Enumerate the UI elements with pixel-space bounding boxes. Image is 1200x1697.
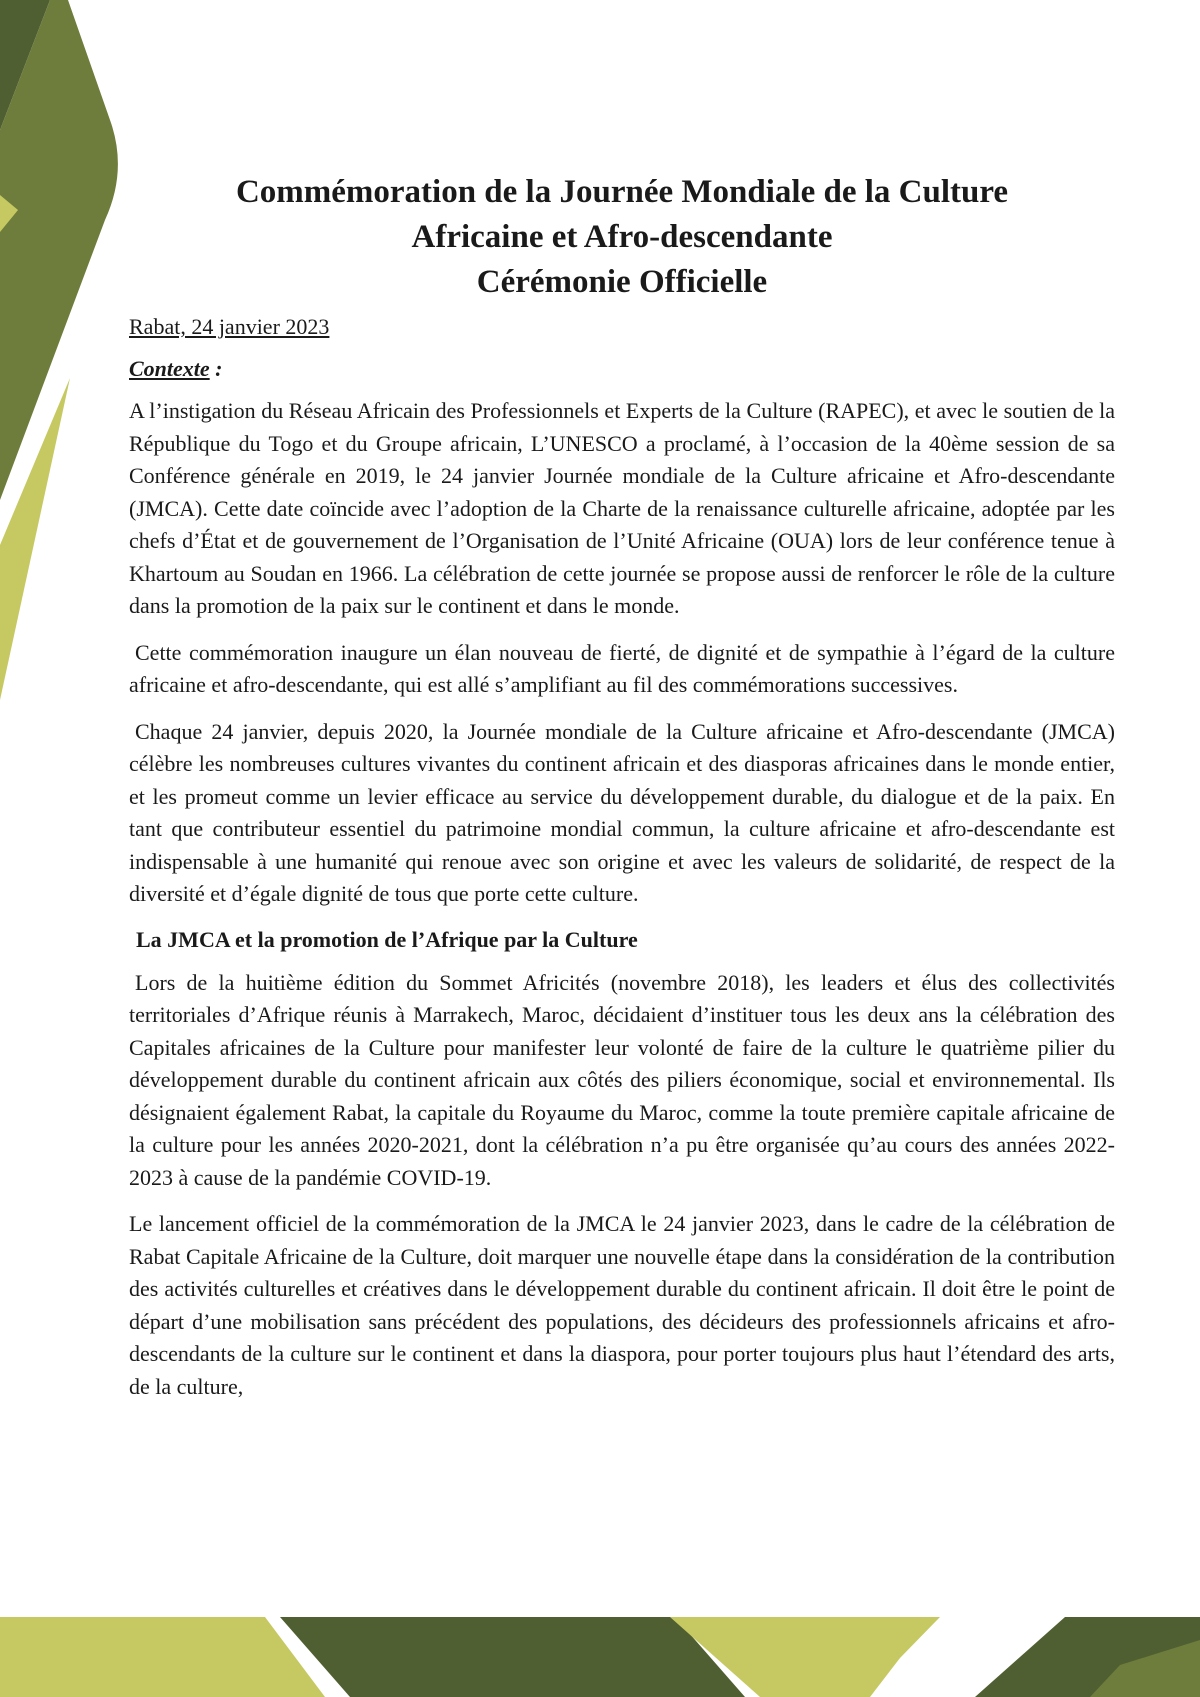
title-line-2: Africaine et Afro-descendante <box>411 219 833 255</box>
bottom-band-light-mid <box>670 1617 940 1697</box>
context-label-text: Contexte <box>129 356 210 381</box>
context-label <box>129 355 1115 383</box>
title-line-3: Cérémonie Officielle <box>476 264 768 300</box>
section-heading: La JMCA et la promotion de l’Afrique par la Culture <box>136 926 638 952</box>
bottom-band-light-left <box>0 1617 325 1697</box>
corner-band-dark <box>0 0 50 130</box>
section-paragraph-2: Le lancement officiel de la commémoration de la JMCA le 24 janvier 2023, dans le cadre de la célébration de Rabat Capitale Africaine de la Culture, doit marquer une nouvelle étape dans la considération de la contribution des activités culturelles et créatives dans le développement durable du continent africain. Il doit être le point de départ d’une mobilisation sans précédent des populations, des décideurs des professionnels africains et afro-descendants de la culture sur le continent et dans la diaspora, pour porter toujours plus haut l’étendard des arts, de la culture, <box>129 1211 1115 1399</box>
paragraph-2: Cette commémoration inaugure un élan nouveau de fierté, de dignité et de sympathie à l’égard de la culture africaine et afro-descendante, qui est allé s’amplifiant au fil des commémorations successives. <box>129 639 1115 697</box>
paragraph-3: Chaque 24 janvier, depuis 2020, la Journée mondiale de la Culture africaine et Afro-descendante (JMCA) célèbre les nombreuses cultures vivantes du continent africain et des diasporas africaines dans le monde entier, et les promeut comme un levier efficace au service du développement durable, du dialogue et de la paix. En tant que contributeur essentiel du patrimoine mondial commun, la culture africaine et afro-descendante est indispensable à une humanité qui renoue avec son origine et avec les valeurs de solidarité, de respect de la diversité et d’égale dignité de tous que porte cette culture. <box>129 718 1115 906</box>
context-label-colon: : <box>209 356 223 381</box>
title-line-1: Commémoration de la Journée Mondiale de la Culture <box>235 174 1009 210</box>
bottom-band-dark-right <box>975 1617 1200 1697</box>
date-line: Rabat, 24 janvier 2023 <box>129 314 330 339</box>
section-paragraph-1: Lors de la huitième édition du Sommet Africités (novembre 2018), les leaders et élus des collectivités territoriales d’Afrique réunis à Marrakech, Maroc, décidaient d’instituer tous les deux ans la célébration des Capitales africaines de la Culture pour manifester leur volonté de faire de la culture le quatrième pilier du développement durable du continent africain aux côtés des piliers économique, social et environnemental. Ils désignaient également Rabat, la capitale du Royaume du Maroc, comme la toute première capitale africaine de la culture pour les années 2020-2021, dont la célébration n’a pu être organisée qu’au cours des années 2022-2023 à cause de la pandémie COVID-19. <box>129 969 1115 1190</box>
bottom-band-dark-mid <box>280 1617 745 1697</box>
corner-band-light-small <box>0 195 18 232</box>
document-page <box>129 170 1115 1417</box>
bottom-band-olive-right <box>1090 1640 1200 1697</box>
paragraph-1: A l’instigation du Réseau Africain des Professionnels et Experts de la Culture (RAPEC), et avec le soutien de la République du Togo et du Groupe africain, L’UNESCO a proclamé, à l’occasion de la 40ème session de sa Conférence générale en 2019, le 24 janvier Journée mondiale de la Culture africaine et Afro-descendante (JMCA). Cette date coïncide avec l’adoption de la Charte de la renaissance culturelle africaine, adoptée par les chefs d’État et de gouvernement de l’Organisation de l’Unité Africaine (OUA) lors de leur conférence tenue à Khartoum au Soudan en 1966. La célébration de cette journée se propose aussi de renforcer le rôle de la culture dans la promotion de la paix sur le continent et dans le monde. <box>129 398 1115 618</box>
left-band-light <box>0 378 70 700</box>
document-title <box>129 170 1115 305</box>
corner-band-olive <box>0 0 118 500</box>
